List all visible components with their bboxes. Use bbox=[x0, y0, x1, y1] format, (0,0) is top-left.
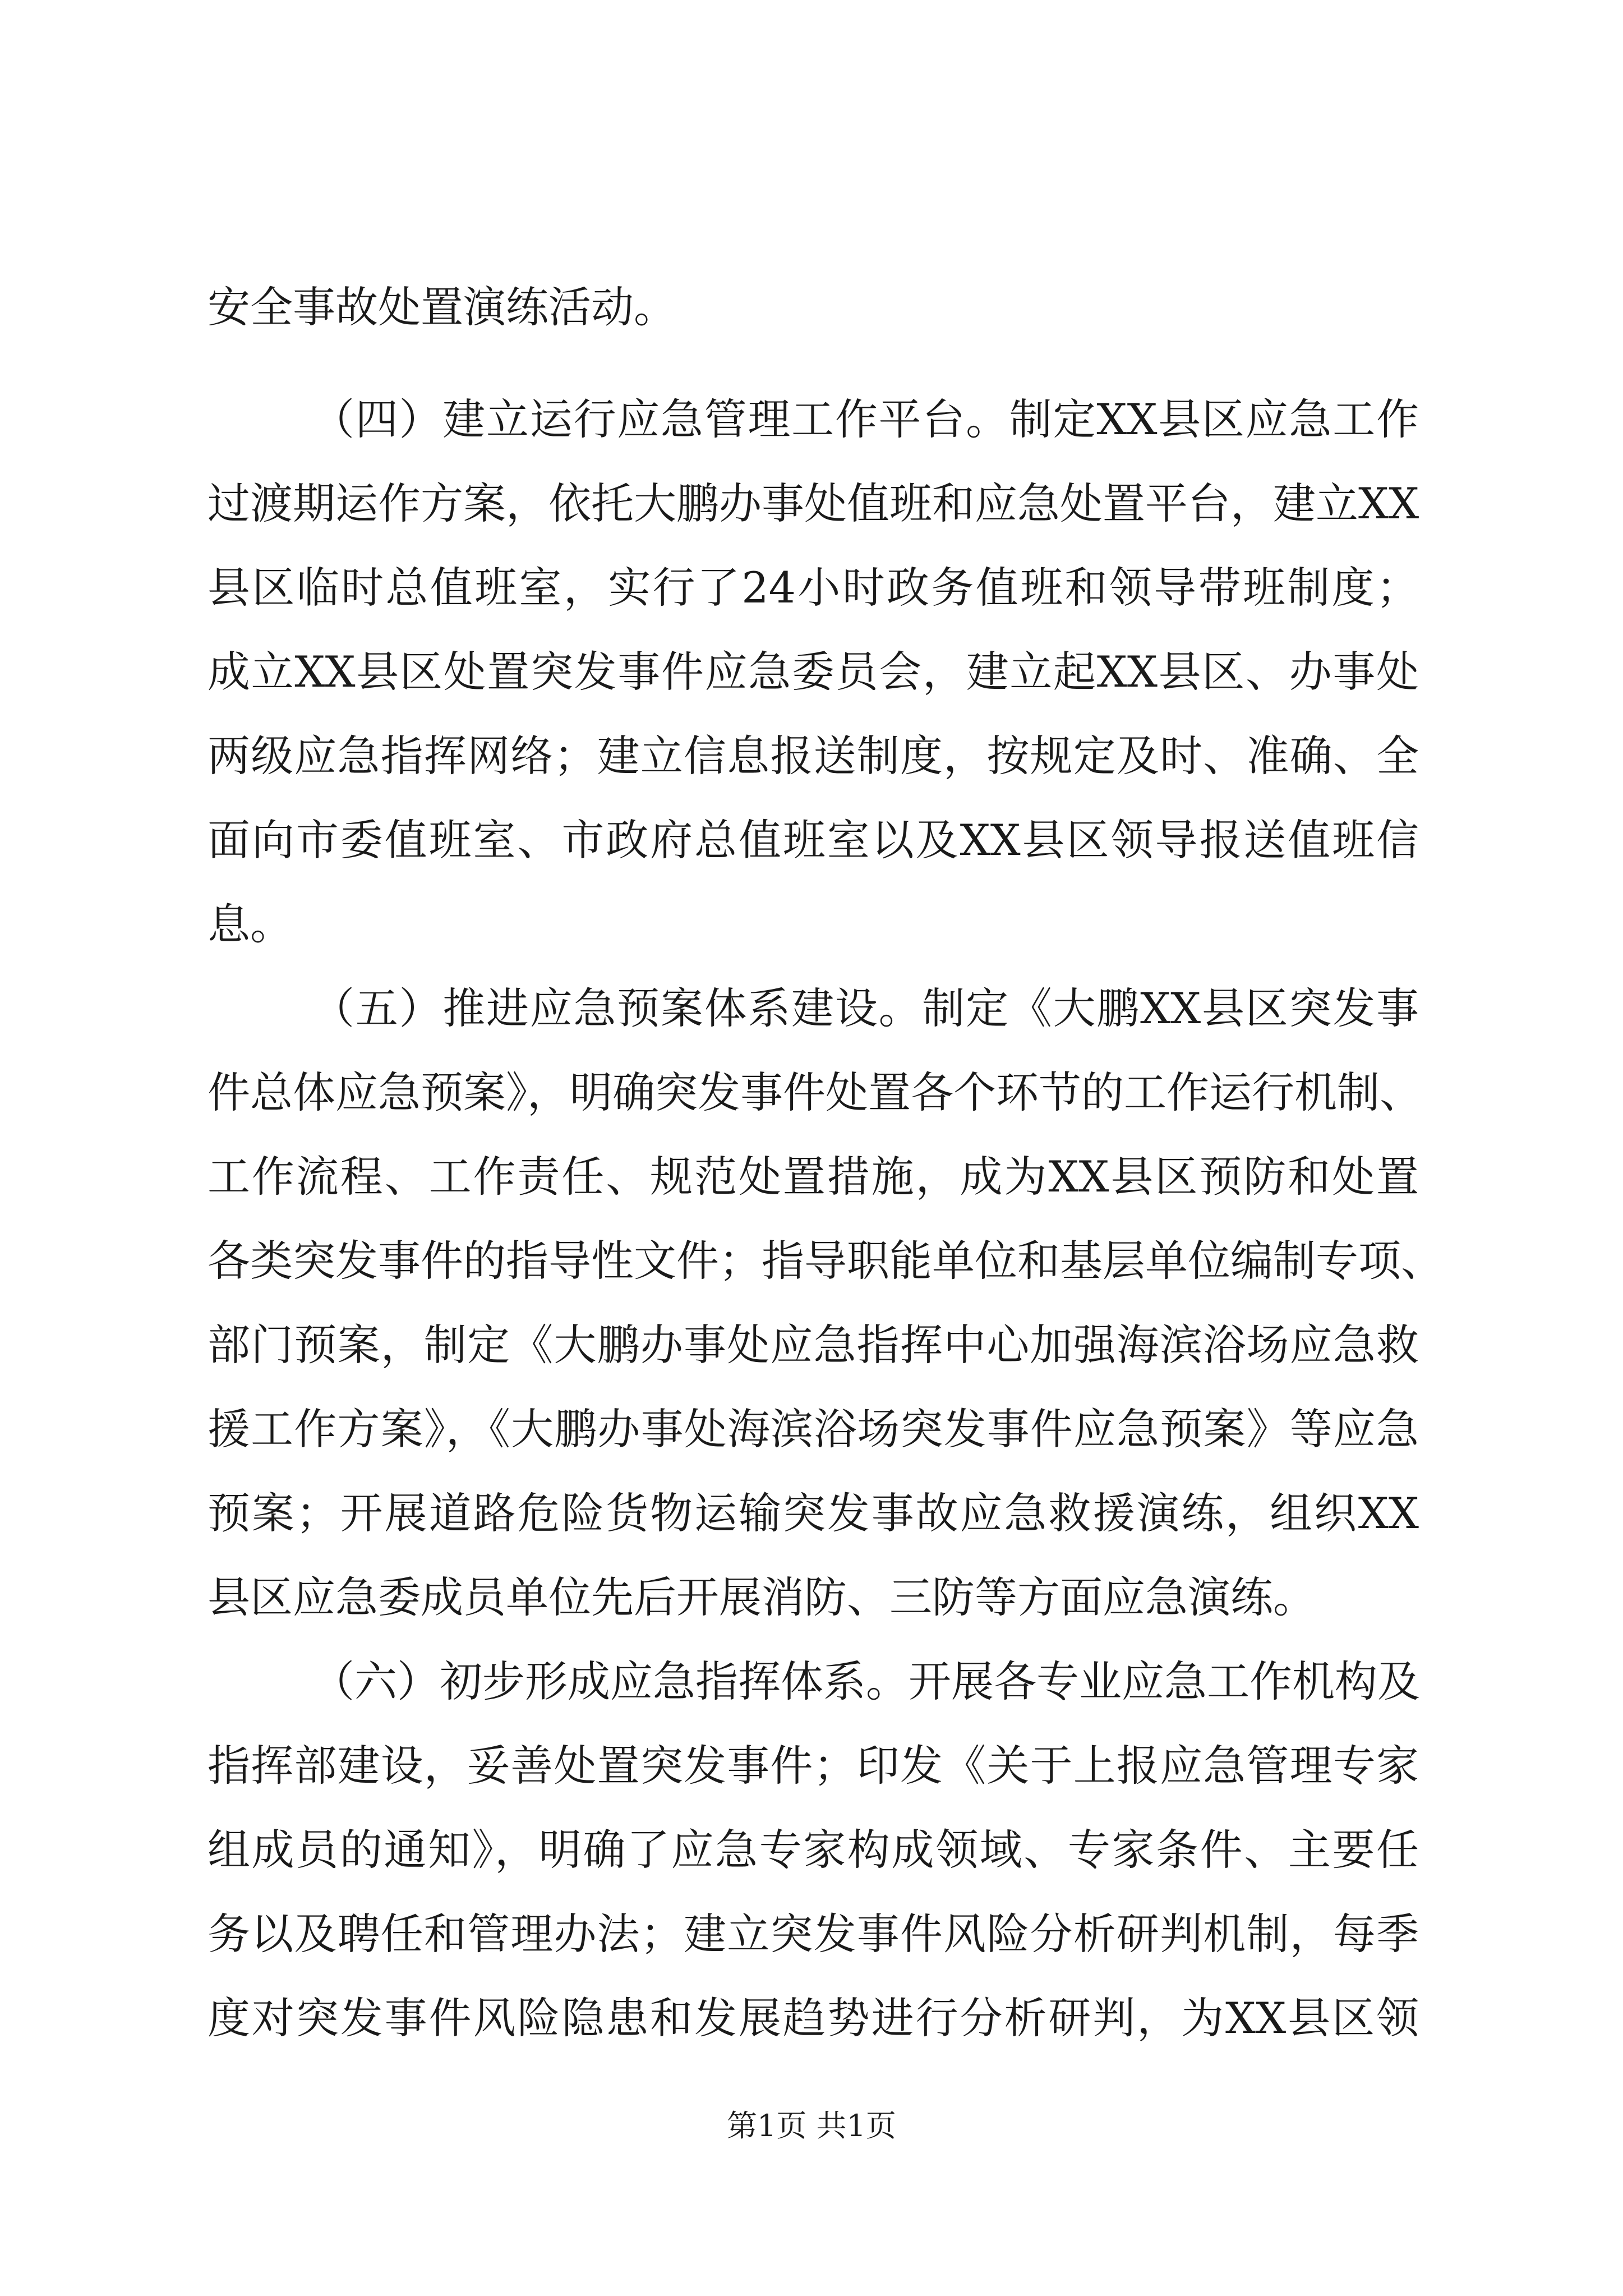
text-line: 安全事故处置演练活动。 bbox=[208, 282, 676, 332]
text-line: 县区临时总值班室，实行了24小时政务值班和领导带班制度； bbox=[208, 563, 1419, 613]
text-line: 息。 bbox=[208, 899, 293, 949]
text-line: 工作流程、工作责任、规范处置措施，成为XX县区预防和处置 bbox=[208, 1152, 1419, 1202]
text-line: （四）建立运行应急管理工作平台。制定XX县区应急工作 bbox=[312, 394, 1419, 444]
text-line: （六）初步形成应急指挥体系。开展各专业应急工作机构及 bbox=[312, 1657, 1420, 1706]
page-footer: 第1页 共1页 bbox=[727, 2108, 896, 2143]
text-line: 面向市委值班室、市政府总值班室以及XX县区领导报送值班信 bbox=[208, 815, 1419, 865]
text-line: 指挥部建设，妥善处置突发事件；印发《关于上报应急管理专家 bbox=[208, 1741, 1419, 1791]
text-line: 度对突发事件风险隐患和发展趋势进行分析研判，为XX县区领 bbox=[208, 1993, 1419, 2043]
text-line: 各类突发事件的指导性文件；指导职能单位和基层单位编制专项、 bbox=[208, 1236, 1444, 1286]
text-line: （五）推进应急预案体系建设。制定《大鹏XX县区突发事 bbox=[312, 983, 1419, 1033]
text-line: 援工作方案》，《大鹏办事处海滨浴场突发事件应急预案》等应急 bbox=[208, 1404, 1419, 1454]
text-line: 部门预案，制定《大鹏办事处应急指挥中心加强海滨浴场应急救 bbox=[208, 1320, 1419, 1370]
text-line: 过渡期运作方案，依托大鹏办事处值班和应急处置平台，建立XX bbox=[208, 478, 1419, 528]
text-line: 件总体应急预案》，明确突发事件处置各个环节的工作运行机制、 bbox=[208, 1068, 1422, 1117]
text-line: 成立XX县区处置突发事件应急委员会，建立起XX县区、办事处 bbox=[208, 647, 1419, 697]
text-line: 县区应急委成员单位先后开展消防、三防等方面应急演练。 bbox=[208, 1572, 1316, 1622]
text-line: 务以及聘任和管理办法；建立突发事件风险分析研判机制，每季 bbox=[208, 1909, 1419, 1959]
text-line: 两级应急指挥网络；建立信息报送制度，按规定及时、准确、全 bbox=[208, 731, 1419, 781]
text-line: 组成员的通知》，明确了应急专家构成领域、专家条件、主要任 bbox=[208, 1825, 1419, 1875]
text-line: 预案；开展道路危险货物运输突发事故应急救援演练，组织XX bbox=[208, 1488, 1419, 1538]
